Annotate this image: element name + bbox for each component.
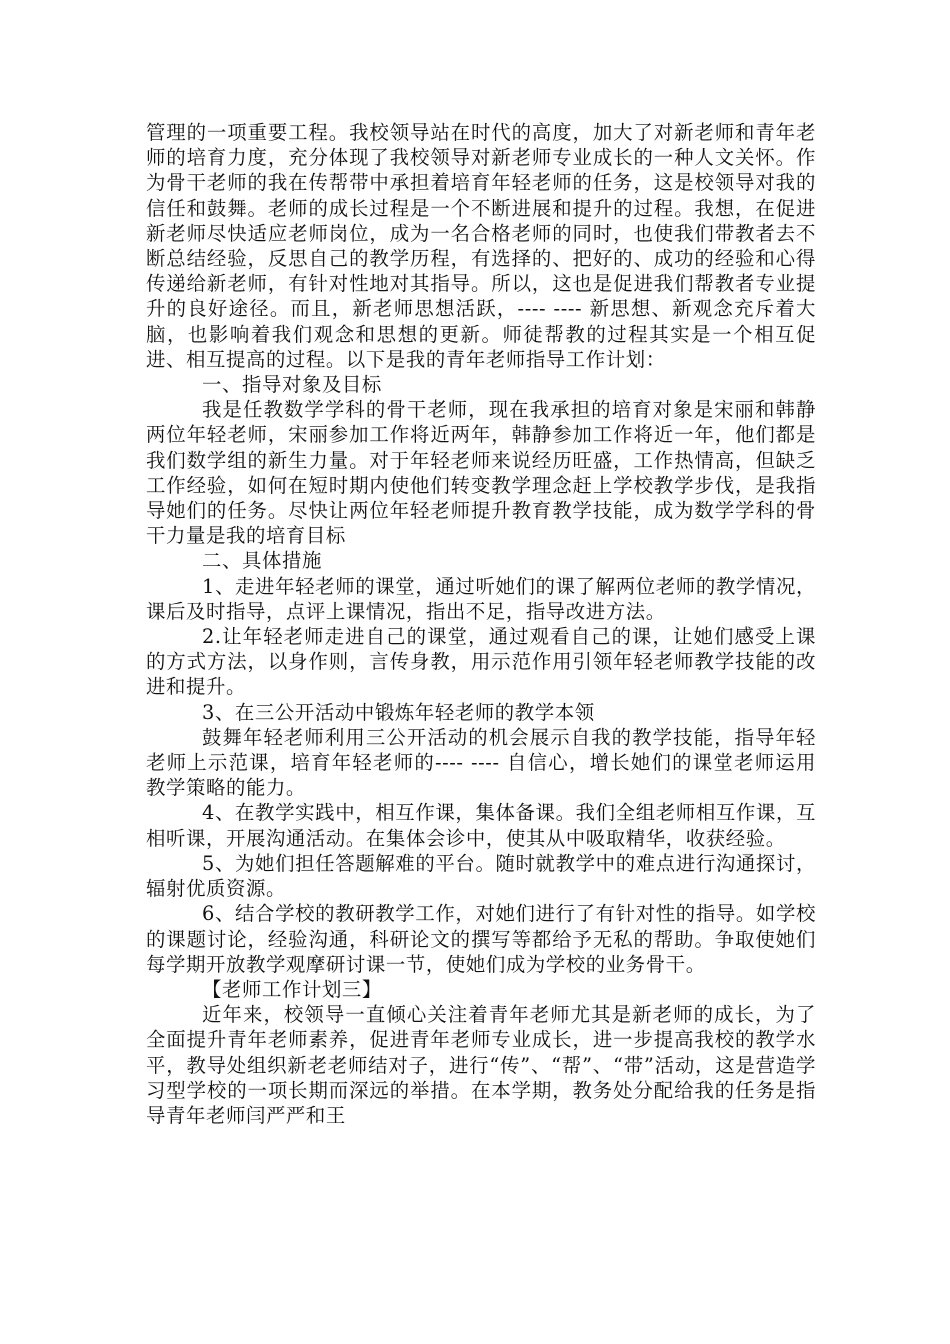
section-heading-measures: 二、具体措施 xyxy=(202,549,322,573)
paragraph-targets: 我是任教数学学科的骨干老师，现在我承担的培育对象是宋丽和韩静两位年轻老师，宋丽参加工作将近两年，韩静参加工作将近一年，他们都是我们数学组的新生力量。对于年轻老师来说经历旺盛，工作热情高，但缺乏工作经验，如何在短时期内使他们转变教学理念赶上学校教学步伐，是我指导她们的任务。尽快让两位年轻老师提升教育教学技能，成为数学学科的骨干力量是我的培育目标 xyxy=(146,398,816,548)
paragraph-plan-three: 近年来，校领导一直倾心关注着青年老师尤其是新老师的成长，为了全面提升青年老师素养，促进青年老师专业成长，进一步提高我校的教学水平，教导处组织新老老师结对子，进行“传”、“帮”、“带”活动，这是营造学习型学校的一项长期而深远的举措。在本学期，教务处分配给我的任务是指导青年老师闫严严和王 xyxy=(146,1003,816,1127)
measure-item-1: 1、走进年轻老师的课堂，通过听她们的课了解两位老师的教学情况，课后及时指导，点评上课情况，指出不足，指导改进方法。 xyxy=(146,574,816,623)
measure-item-3-heading: 3、在三公开活动中锻炼年轻老师的教学本领 xyxy=(202,700,595,724)
measure-item-6: 6、结合学校的教研教学工作，对她们进行了有针对性的指导。如学校的课题讨论，经验沟通，科研论文的撰写等都给予无私的帮助。争取使她们每学期开放教学观摩研讨课一节，使她们成为学校的业务骨干。 xyxy=(146,902,816,976)
paragraph-intro: 管理的一项重要工程。我校领导站在时代的高度，加大了对新老师和青年老师的培育力度，充分体现了我校领导对新老师专业成长的一种人文关怀。作为骨干老师的我在传帮带中承担着培育年轻老师的任务，这是校领导对我的信任和鼓舞。老师的成长过程是一个不断进展和提升的过程。我想，在促进新老师尽快适应老师岗位，成为一名合格老师的同时，也使我们带教者去不断总结经验，反思自己的教学历程，有选择的、把好的、成功的经验和心得传递给新老师，有针对性地对其指导。所以，这也是促进我们帮教者专业提升的良好途径。而且，新老师思想活跃，---- ---- 新思想、新观念充斥着大脑，也影响着我们观念和思想的更新。师徒帮教的过程其实是一个相互促进、相互提高的过程。以下是我的青年老师指导工作计划： xyxy=(146,121,816,371)
plan-three-title: 【老师工作计划三】 xyxy=(202,977,382,1001)
measure-item-3-body: 鼓舞年轻老师利用三公开活动的机会展示自我的教学技能，指导年轻老师上示范课，培育年轻老师的---- ---- 自信心，增长她们的课堂老师运用教学策略的能力。 xyxy=(146,725,816,800)
document-body xyxy=(146,120,816,1128)
measure-item-4: 4、在教学实践中，相互作课，集体备课。我们全组老师相互作课，互相听课，开展沟通活动。在集体会诊中，使其从中吸取精华，收获经验。 xyxy=(146,801,816,850)
measure-item-5: 5、为她们担任答题解难的平台。随时就教学中的难点进行沟通探讨，辐射优质资源。 xyxy=(146,851,816,901)
measure-item-2: 2.让年轻老师走进自己的课堂，通过观看自己的课，让她们感受上课的方式方法，以身作则，言传身教，用示范作用引领年轻老师教学技能的改进和提升。 xyxy=(146,625,816,699)
section-heading-targets: 一、指导对象及目标 xyxy=(202,373,382,397)
